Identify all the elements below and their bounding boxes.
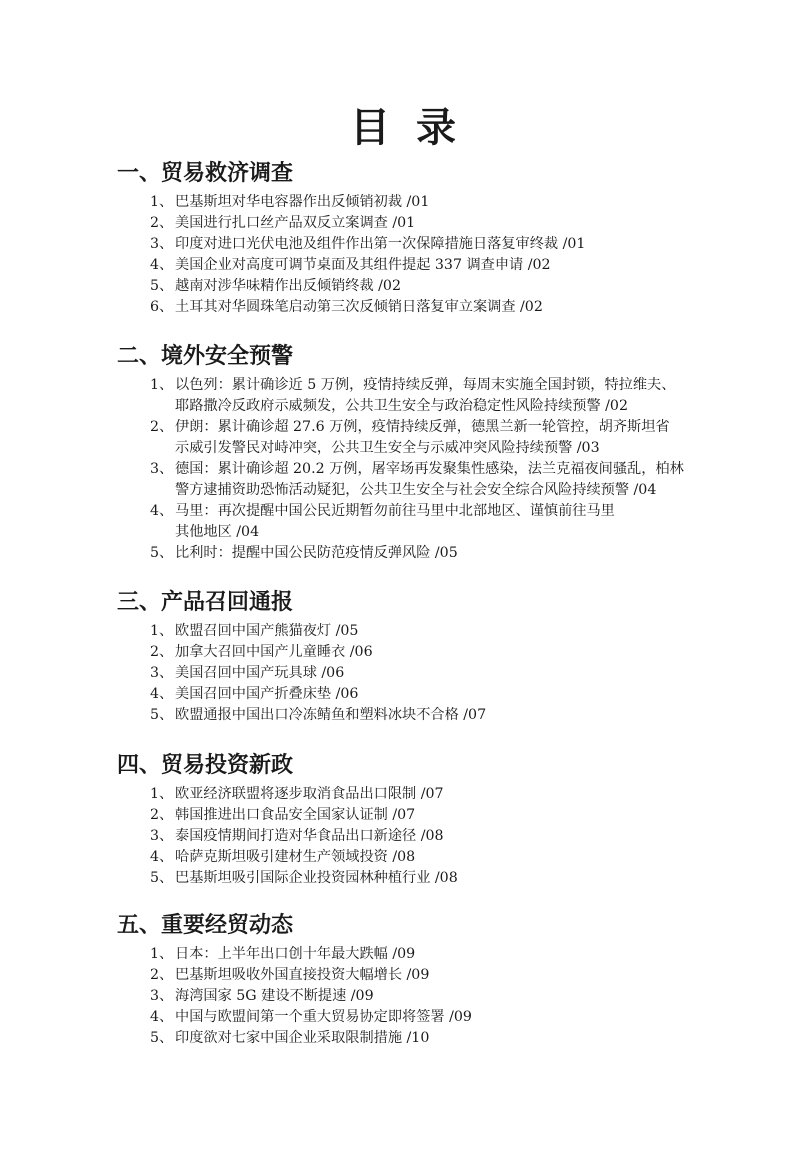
- section-heading: 三、产品召回通报: [117, 589, 294, 615]
- entry-text-line-2: 示威引发警民对峙冲突，公共卫生安全与示威冲突风险持续预警 /03: [175, 440, 600, 456]
- entry-text-line-2: 耶路撒冷反政府示威频发，公共卫生安全与政治稳定性风险持续预警 /02: [175, 398, 628, 414]
- entry-number: 5、: [150, 1030, 174, 1046]
- entry-number: 6、: [150, 299, 174, 315]
- toc-entry[interactable]: [117, 234, 717, 255]
- toc-entry[interactable]: [117, 1007, 717, 1028]
- toc-entry[interactable]: [117, 944, 717, 965]
- section-item-list: [117, 192, 717, 318]
- entry-text: 欧亚经济联盟将逐步取消食品出口限制 /07: [175, 786, 444, 802]
- entry-text: 泰国疫情期间打造对华食品出口新途径 /08: [175, 828, 444, 844]
- entry-number: 1、: [150, 946, 174, 962]
- entry-text: 土耳其对华圆珠笔启动第三次反倾销日落复审立案调查 /02: [175, 299, 543, 315]
- entry-number: 4、: [150, 1009, 174, 1025]
- section-key-trade-news: [117, 910, 717, 1049]
- entry-number: 3、: [150, 461, 174, 477]
- entry-text-line-1: 德国：累计确诊超 20.2 万例，屠宰场再发聚集性感染，法兰克福夜间骚乱，柏林: [175, 461, 684, 477]
- entry-text-line-1: 马里：再次提醒中国公民近期暂勿前往马里中北部地区、谨慎前往马里: [175, 503, 615, 519]
- toc-entry[interactable]: [117, 663, 717, 684]
- entry-text: 巴基斯坦吸引国际企业投资园林种植行业 /08: [175, 870, 458, 886]
- section-heading: 四、贸易投资新政: [117, 752, 294, 778]
- entry-number: 5、: [150, 707, 174, 723]
- toc-entry[interactable]: [117, 621, 717, 642]
- section-heading: 二、境外安全预警: [117, 343, 294, 369]
- entry-text: 中国与欧盟间第一个重大贸易协定即将签署 /09: [175, 1009, 472, 1025]
- entry-text: 美国召回中国产玩具球 /06: [175, 665, 345, 681]
- toc-entry[interactable]: [117, 213, 717, 234]
- entry-number: 5、: [150, 278, 174, 294]
- toc-entry[interactable]: [117, 192, 717, 213]
- toc-entry[interactable]: [117, 826, 717, 847]
- entry-text: 巴基斯坦对华电容器作出反倾销初裁 /01: [175, 194, 430, 210]
- toc-entry[interactable]: [117, 501, 717, 543]
- entry-text: 印度对进口光伏电池及组件作出第一次保障措施日落复审终裁 /01: [175, 236, 586, 252]
- toc-entry[interactable]: [117, 417, 717, 459]
- section-heading: 五、重要经贸动态: [117, 912, 294, 938]
- entry-text: 巴基斯坦吸收外国直接投资大幅增长 /09: [175, 967, 430, 983]
- section-overseas-security: [117, 341, 717, 564]
- entry-text-line-1: 以色列：累计确诊近 5 万例，疫情持续反弹，每周末实施全国封锁，特拉维夫、: [175, 377, 676, 393]
- entry-text: 海湾国家 5G 建设不断提速 /09: [175, 988, 374, 1004]
- entry-number: 4、: [150, 686, 174, 702]
- entry-text: 加拿大召回中国产儿童睡衣 /06: [175, 644, 373, 660]
- section-item-list: [117, 375, 717, 564]
- toc-entry[interactable]: [117, 375, 717, 417]
- entry-text: 美国进行扎口丝产品双反立案调查 /01: [175, 215, 416, 231]
- entry-text: 欧盟召回中国产熊猫夜灯 /05: [175, 623, 359, 639]
- page-title-left: 目: [350, 104, 394, 151]
- entry-text: 哈萨克斯坦吸引建材生产领域投资 /08: [175, 849, 416, 865]
- entry-number: 4、: [150, 257, 174, 273]
- section-item-list: [117, 784, 717, 889]
- toc-entry[interactable]: [117, 642, 717, 663]
- toc-entry[interactable]: [117, 543, 717, 564]
- entry-number: 5、: [150, 545, 174, 561]
- toc-entry[interactable]: [117, 986, 717, 1007]
- entry-text-line-2: 其他地区 /04: [175, 524, 260, 540]
- section-item-list: [117, 944, 717, 1049]
- entry-text: 美国召回中国产折叠床垫 /06: [175, 686, 359, 702]
- entry-number: 1、: [150, 623, 174, 639]
- entry-number: 3、: [150, 988, 174, 1004]
- entry-number: 5、: [150, 870, 174, 886]
- toc-entry[interactable]: [117, 459, 717, 501]
- entry-text-line-2: 警方逮捕资助恐怖活动疑犯，公共卫生安全与社会安全综合风险持续预警 /04: [175, 482, 657, 498]
- page-title-right: 录: [416, 104, 460, 151]
- entry-text: 韩国推进出口食品安全国家认证制 /07: [175, 807, 416, 823]
- entry-number: 2、: [150, 215, 174, 231]
- entry-number: 1、: [150, 194, 174, 210]
- entry-text: 印度欲对七家中国企业采取限制措施 /10: [175, 1030, 430, 1046]
- toc-entry[interactable]: [117, 684, 717, 705]
- entry-text-line-1: 比利时：提醒中国公民防范疫情反弹风险 /05: [175, 545, 458, 561]
- page-title: [0, 100, 810, 156]
- entry-text: 欧盟通报中国出口冷冻鲭鱼和塑料冰块不合格 /07: [175, 707, 487, 723]
- section-product-recall: [117, 587, 717, 726]
- toc-entry[interactable]: [117, 965, 717, 986]
- entry-number: 2、: [150, 419, 174, 435]
- toc-entry[interactable]: [117, 847, 717, 868]
- entry-text: 日本：上半年出口创十年最大跌幅 /09: [175, 946, 416, 962]
- entry-number: 2、: [150, 967, 174, 983]
- entry-number: 4、: [150, 503, 174, 519]
- section-trade-remedy: [117, 158, 717, 318]
- entry-number: 1、: [150, 786, 174, 802]
- toc-entry[interactable]: [117, 868, 717, 889]
- toc-entry[interactable]: [117, 805, 717, 826]
- entry-number: 4、: [150, 849, 174, 865]
- entry-number: 2、: [150, 644, 174, 660]
- section-trade-investment-policy: [117, 750, 717, 889]
- entry-number: 3、: [150, 665, 174, 681]
- entry-text: 美国企业对高度可调节桌面及其组件提起 337 调查申请 /02: [175, 257, 551, 273]
- entry-text: 越南对涉华味精作出反倾销终裁 /02: [175, 278, 401, 294]
- entry-number: 1、: [150, 377, 174, 393]
- entry-number: 2、: [150, 807, 174, 823]
- entry-number: 3、: [150, 236, 174, 252]
- entry-number: 3、: [150, 828, 174, 844]
- toc-entry[interactable]: [117, 297, 717, 318]
- entry-text-line-1: 伊朗：累计确诊超 27.6 万例，疫情持续反弹，德黑兰新一轮管控，胡齐斯坦省: [175, 419, 670, 435]
- toc-entry[interactable]: [117, 255, 717, 276]
- toc-entry[interactable]: [117, 276, 717, 297]
- section-heading: 一、贸易救济调查: [117, 160, 294, 186]
- section-item-list: [117, 621, 717, 726]
- toc-entry[interactable]: [117, 784, 717, 805]
- toc-entry[interactable]: [117, 705, 717, 726]
- toc-entry[interactable]: [117, 1028, 717, 1049]
